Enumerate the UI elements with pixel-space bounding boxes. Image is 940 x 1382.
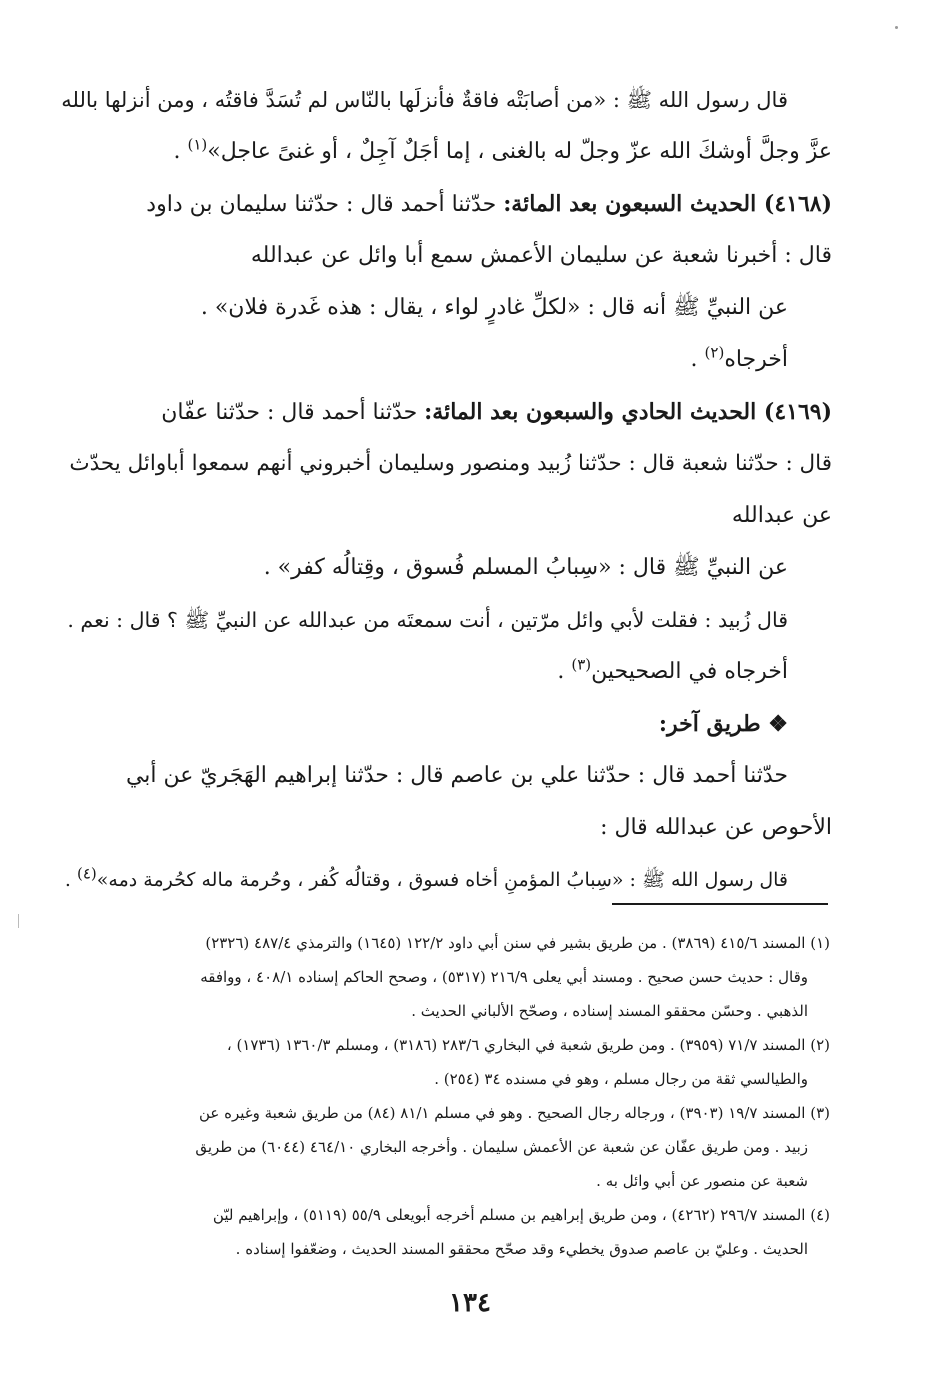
footnote-separator [612, 903, 828, 905]
main-text [62, 74, 832, 906]
text-line: قال رسول الله ﷺ : «من أصابَتْه فاقةٌ فأنزلَها بالنّاس لم تُسَدَّ فاقتُه ، ومن أنزلها بالله [61, 88, 788, 112]
scan-speck [18, 914, 19, 928]
footnote-line: (٢) المسند ٧١/٧ (٣٩٥٩) . ومن طريق شعبة في البخاري ٢٨٣/٦ (٣١٨٦) ، ومسلم ١٣٦٠/٣ (١٧٣٦) ، [226, 1036, 830, 1054]
text-line: قال زُبيد : فقلت لأبي وائل مرّتين ، أنت سمعتَه من عبدالله عن النبيِّ ﷺ ؟ قال : نعم . [67, 608, 788, 632]
footnote-ref: (٢) [704, 343, 725, 362]
text-line: أخرجاه في الصحيحين$^{(٣)}$ . [557, 655, 788, 684]
footnote-ref: (١) [187, 135, 208, 154]
footnote-line: (٣) المسند ١٩/٧ (٣٩٠٣) ، ورجاله رجال الصحيح . وهو في مسلم ٨١/١ (٨٤) من طريق شعبة وغيره عن [198, 1104, 830, 1122]
text-line: أخرجاه$^{(٢)}$ . [690, 343, 788, 372]
text-line: قال : حدّثنا شعبة قال : حدّثنا زُبيد ومنصور وسليمان أخبروني أنهم سمعوا أباوائل يحدّث [69, 451, 832, 476]
footnote-line: (٤) المسند ٢٩٦/٧ (٤٢٦٢) ، ومن طريق إبراهيم بن مسلم أخرجه أبويعلى ٥٥/٩ (٥١١٩) ، وإبراهيم ليّن [212, 1206, 830, 1224]
footnote-line: الحديث . وعليّ بن عاصم صدوق يخطيء وقد صحّح محققو المسند الحديث ، وضعّفوا إسناده . [235, 1240, 808, 1258]
text-line: عزَّ وجلَّ أوشكَ الله عزّ وجلّ له بالغنى ، إما أجَلٌ آجِلٌ ، أو غنىً عاجل»$^{(١)}$ . [173, 135, 832, 164]
page-number: ١٣٤ [449, 1288, 491, 1318]
text-line: عن النبيِّ ﷺ قال : «سِبابُ المسلم فُسوق ، وقِتالُه كفر» . [263, 555, 788, 580]
hadith-heading-4168: (٤١٦٨) الحديث السبعون بعد المائة: حدّثنا أحمد قال : حدّثنا سليمان بن داود [146, 191, 832, 217]
text-line: قال رسول الله ﷺ : «سِبابُ المؤمنِ أخاه فسوق ، وقتالُه كُفر ، وحُرمة ماله كحُرمة دمه»$^{(٤)}$ . [64, 864, 788, 891]
text-line: حدّثنا أحمد قال : حدّثنا علي بن عاصم قال : حدّثنا إبراهيم الهَجَريّ عن أبي [125, 763, 788, 788]
text-line: عن عبدالله [731, 503, 832, 528]
footnote-ref: (٤) [77, 864, 97, 883]
footnote-line: (١) المسند ٤١٥/٦ (٣٨٦٩) . من طريق بشير في سنن أبي داود ١٢٢/٢ (١٦٤٥) والترمذي ٤٨٧/٤ (٢٣٢٦) [205, 934, 830, 952]
scan-speck [895, 26, 898, 29]
footnotes [54, 926, 830, 1266]
footnote-line: زبيد . ومن طريق عفّان عن شعبة عن الأعمش سليمان . وأخرجه البخاري ٤٦٤/١٠ (٦٠٤٤) من طريق [195, 1138, 808, 1156]
footnote-line: شعبة عن منصور عن أبي وائل به . [596, 1172, 808, 1190]
hadith-heading-4169: (٤١٦٩) الحديث الحادي والسبعون بعد المائة: حدّثنا أحمد قال : حدّثنا عفّان [161, 399, 832, 425]
section-heading-another-path: ❖ طريق آخر: [658, 711, 788, 737]
text-line: الأحوص عن عبدالله قال : [600, 815, 832, 840]
text-line: عن النبيِّ ﷺ أنه قال : «لكلِّ غادرٍ لواء ، يقال : هذه غَدرة فلان» . [200, 295, 788, 320]
text-line: قال : أخبرنا شعبة عن سليمان الأعمش سمع أبا وائل عن عبدالله [250, 243, 832, 268]
footnote-line: وقال : حديث حسن صحيح . ومسند أبي يعلى ٢١٦/٩ (٥٣١٧) ، وصحح الحاكم إسناده ٤٠٨/١ ، ووافقه [200, 968, 808, 986]
footnote-ref: (٣) [571, 655, 592, 674]
footnote-line: الذهبي . وحسّن محققو المسند إسناده ، وصحّح الألباني الحديث . [411, 1002, 808, 1020]
footnote-line: والطيالسي ثقة من رجال مسلم ، وهو في مسنده ٣٤ (٢٥٤) . [434, 1070, 808, 1088]
